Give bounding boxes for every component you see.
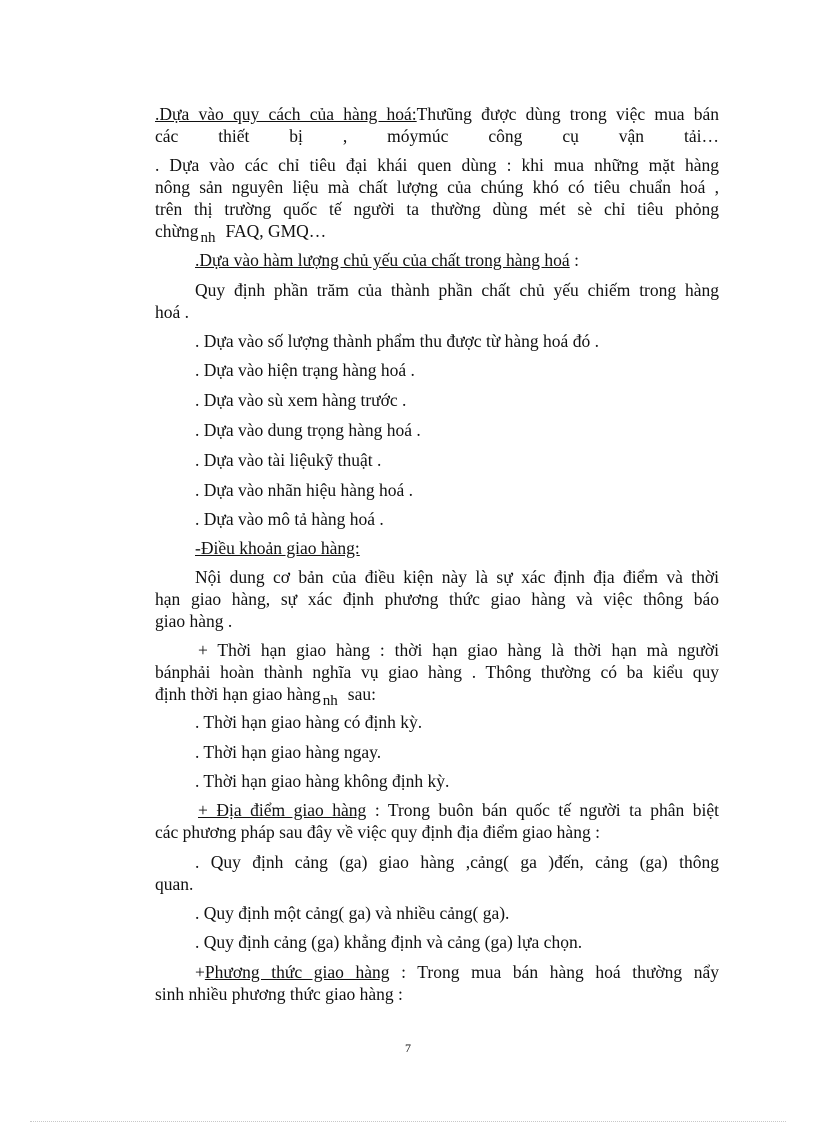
list-item: . Dựa vào dung trọng hàng hoá . — [195, 420, 421, 440]
list-item: . Dựa vào sù xem hàng trước . — [195, 390, 407, 410]
list-item: . Thời hạn giao hàng có định kỳ. — [195, 712, 423, 732]
page-bottom-divider — [30, 1121, 786, 1122]
text-nh-subscript: nh — [322, 693, 338, 709]
section-heading — [195, 538, 719, 559]
paragraph-phuong-thuc-line1 — [195, 962, 719, 983]
paragraph-noi-dung-line3: giao hàng . — [155, 611, 233, 631]
paragraph-thoi-han-line1: + Thời hạn giao hàng : thời hạn giao hàng là thời hạn mà người — [198, 640, 719, 660]
list-item: . Dựa vào mô tả hàng hoá . — [195, 509, 384, 529]
paragraph-noi-dung-line2: hạn giao hàng, sự xác định phương thức giao hàng và việc thông báo — [155, 589, 719, 609]
list-item: . Thời hạn giao hàng không định kỳ. — [195, 771, 450, 791]
heading-dia-diem-giao-hang: + Địa điểm giao hàng — [198, 800, 367, 820]
list-item: . Dựa vào số lượng thành phẩm thu được từ hàng hoá đó . — [195, 331, 599, 351]
paragraph-noi-dung-line1: Nội dung cơ bản của điều kiện này là sự xác định địa điểm và thời — [195, 567, 719, 587]
paragraph-thoi-han-line3 — [155, 684, 719, 707]
paragraph-ham-luong — [195, 250, 719, 271]
text-phuong-thuc: : Trong mua bán hàng hoá thường nẩy — [389, 962, 720, 982]
text-dia-diem: : Trong buôn bán quốc tế người ta phân biệt — [366, 800, 719, 820]
paragraph-quy-cach-line1 — [155, 104, 719, 125]
heading-ham-luong: .Dựa vào hàm lượng chủ yếu của chất trong hàng hoá — [195, 250, 570, 270]
paragraph-quy-cach-line2: các thiết bị , móymúc công cụ vận tải… — [155, 126, 719, 146]
text-faq-gmq: FAQ, GMQ… — [225, 221, 327, 241]
text-sau: sau: — [347, 684, 376, 704]
text-colon: : — [569, 250, 579, 270]
text-plus: + — [195, 962, 205, 982]
text-nh-subscript: nh — [200, 230, 216, 246]
list-item: . Dựa vào tài liệukỹ thuật . — [195, 450, 382, 470]
paragraph-khang-dinh: . Quy định cảng (ga) khẳng định và cảng (ga) lựa chọn. — [195, 932, 583, 952]
paragraph-phan-tram-line1: Quy định phần trăm của thành phần chất chủ yếu chiếm trong hàng — [195, 280, 719, 300]
text-dinh-thoi-han: định thời hạn giao hàng — [155, 684, 321, 704]
paragraph-phuong-thuc-line2: sinh nhiều phương thức giao hàng : — [155, 984, 403, 1004]
paragraph-chi-tieu-line2: nông sản nguyên liệu mà chất lượng của chúng khó có tiêu chuẩn hoá , — [155, 177, 719, 197]
paragraph-chi-tieu-line3: trên thị trường quốc tế người ta thường dùng mét sè chỉ tiêu phỏng — [155, 199, 719, 219]
text-quy-cach: Thưũng được dùng trong việc mua bán — [416, 104, 719, 124]
paragraph-quy-dinh-cang-line1: . Quy định cảng (ga) giao hàng ,cảng( ga )đến, cảng (ga) thông — [195, 852, 719, 872]
paragraph-dia-diem-line2: các phương pháp sau đây về việc quy định địa điểm giao hàng : — [155, 822, 600, 842]
heading-quy-cach: .Dựa vào quy cách của hàng hoá: — [155, 104, 417, 124]
text-chung: chừng — [155, 221, 199, 241]
list-item: . Dựa vào hiện trạng hàng hoá . — [195, 360, 415, 380]
paragraph-mot-cang: . Quy định một cảng( ga) và nhiều cảng( ga). — [195, 903, 510, 923]
paragraph-phan-tram-line2: hoá . — [155, 302, 190, 322]
list-item: . Dựa vào nhãn hiệu hàng hoá . — [195, 480, 413, 500]
list-item: . Thời hạn giao hàng ngay. — [195, 742, 382, 762]
paragraph-thoi-han-line2: bánphải hoàn thành nghĩa vụ giao hàng . Thông thường có ba kiểu quy — [155, 662, 719, 682]
paragraph-chi-tieu-line1: . Dựa vào các chỉ tiêu đại khái quen dùng : khi mua những mặt hàng — [155, 155, 719, 175]
paragraph-quy-dinh-cang-line2: quan. — [155, 874, 194, 894]
paragraph-dia-diem-line1 — [198, 800, 719, 821]
page-number: 7 — [405, 1041, 411, 1055]
heading-phuong-thuc-giao-hang: Phương thức giao hàng — [204, 962, 390, 982]
paragraph-chi-tieu-line4 — [155, 221, 719, 244]
heading-dieu-khoan-giao-hang: -Điều khoản giao hàng: — [195, 538, 360, 558]
